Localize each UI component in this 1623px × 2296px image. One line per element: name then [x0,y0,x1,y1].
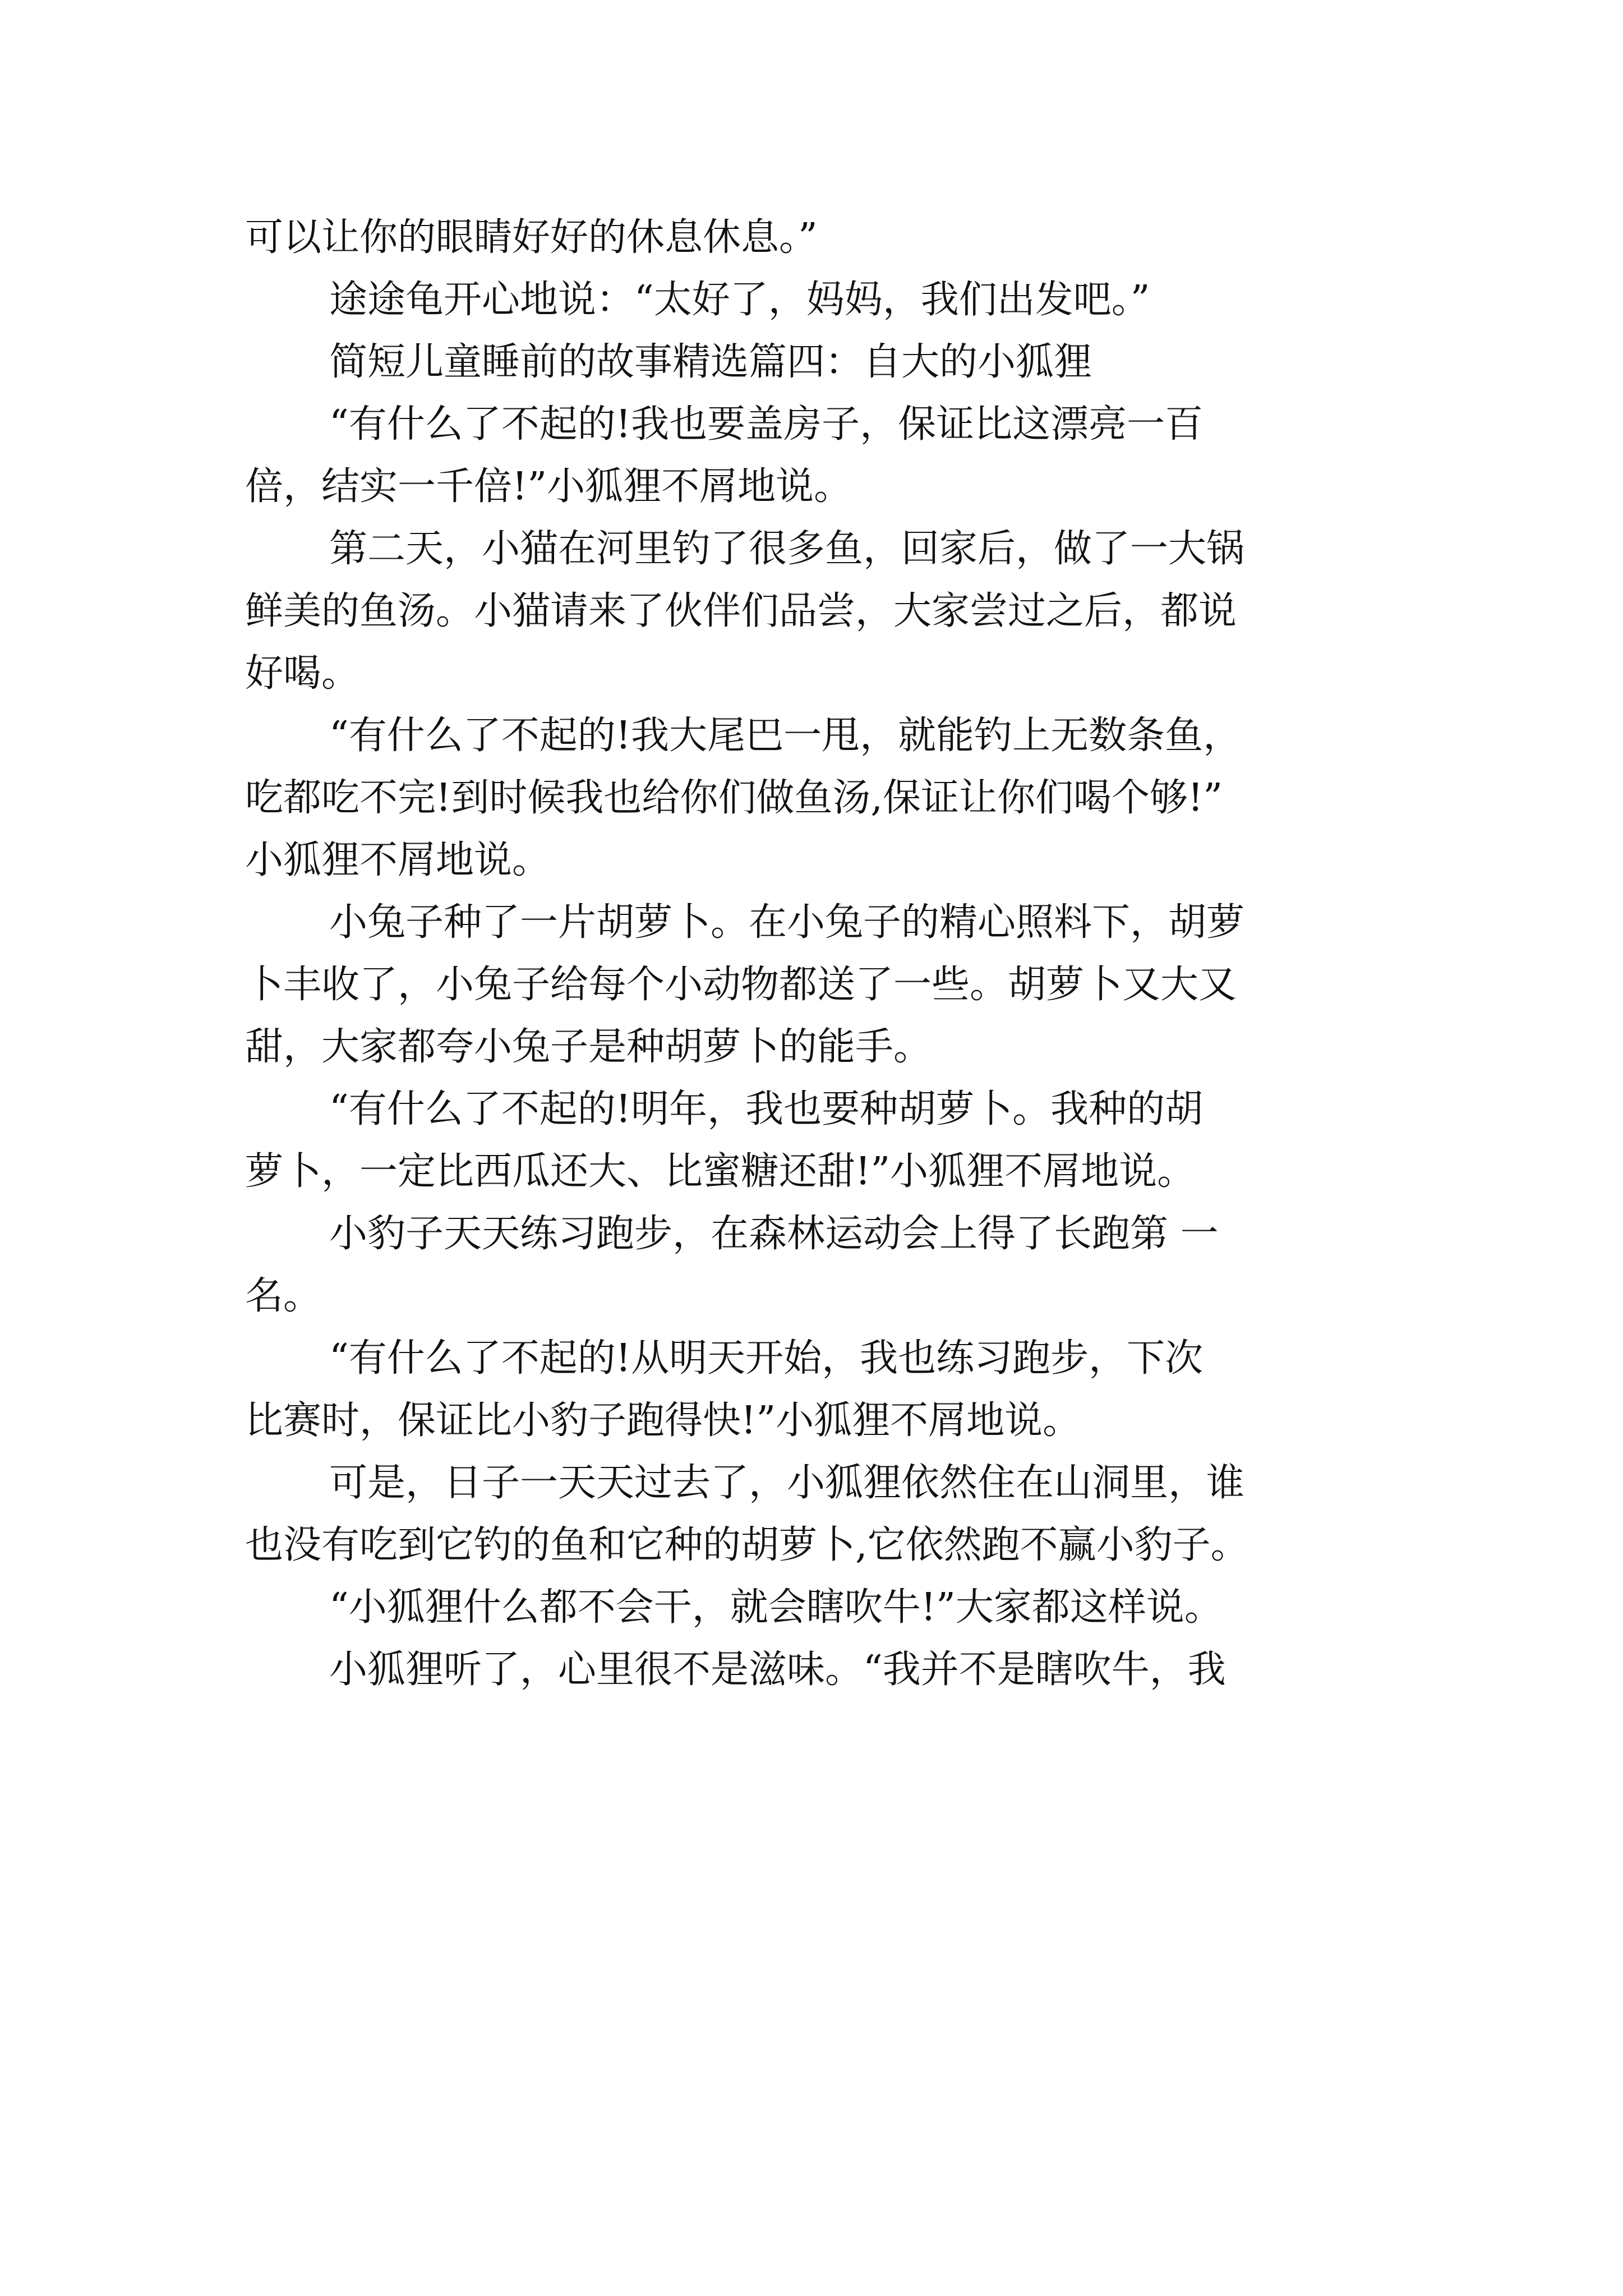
text-line: “有什么了不起的!我也要盖房子，保证比这漂亮一百 [329,402,1204,447]
text-line: “有什么了不起的!我大尾巴一甩，就能钓上无数条鱼， [329,714,1242,758]
text-line: “有什么了不起的!从明天开始，我也练习跑步，下次 [329,1336,1204,1381]
story-text [245,206,1412,1701]
text-line: 可以让你的眼睛好好的休息休息。” [245,215,818,260]
text-line: 鲜美的鱼汤。小猫请来了伙伴们品尝，大家尝过之后，都说 [245,589,1237,633]
text-line: 第二天，小猫在河里钓了很多鱼，回家后，做了一大锅 [329,527,1245,571]
text-line: 比赛时，保证比小豹子跑得快!”小狐狸不屑地说。 [245,1398,1081,1443]
text-line: “有什么了不起的!明年，我也要种胡萝卜。我种的胡 [329,1087,1204,1131]
text-line: 也没有吃到它钓的鱼和它种的胡萝卜,它依然跑不赢小豹子。 [245,1523,1249,1567]
text-line: 甜，大家都夸小兔子是种胡萝卜的能手。 [245,1025,932,1069]
text-line: 好喝。 [245,651,360,696]
text-line: 倍，结实一千倍!”小狐狸不屑地说。 [245,464,852,509]
text-line: 小豹子天天练习跑步，在森林运动会上得了长跑第 一 [329,1212,1219,1256]
text-line: 名。 [245,1274,322,1318]
text-line: 萝卜，一定比西瓜还大、比蜜糖还甜!”小狐狸不屑地说。 [245,1149,1196,1194]
text-line: 小狐狸不屑地说。 [245,838,551,882]
text-line: 途途龟开心地说：“太好了，妈妈，我们出发吧。” [329,278,1150,322]
text-line: 小兔子种了一片胡萝卜。在小兔子的精心照料下，胡萝 [329,900,1245,945]
text-line: 吃都吃不完!到时候我也给你们做鱼汤,保证让你们喝个够!” [245,776,1223,820]
text-line: 卜丰收了，小兔子给每个小动物都送了一些。胡萝卜又大又 [245,963,1237,1007]
text-line: 可是，日子一天天过去了，小狐狸依然住在山洞里，谁 [329,1461,1245,1505]
text-line: 小狐狸听了，心里很不是滋味。“我并不是瞎吹牛，我 [329,1648,1226,1692]
text-line: “小狐狸什么都不会干，就会瞎吹牛!”大家都这样说。 [329,1585,1223,1630]
section-heading: 简短儿童睡前的故事精选篇四：自大的小狐狸 [329,340,1092,384]
